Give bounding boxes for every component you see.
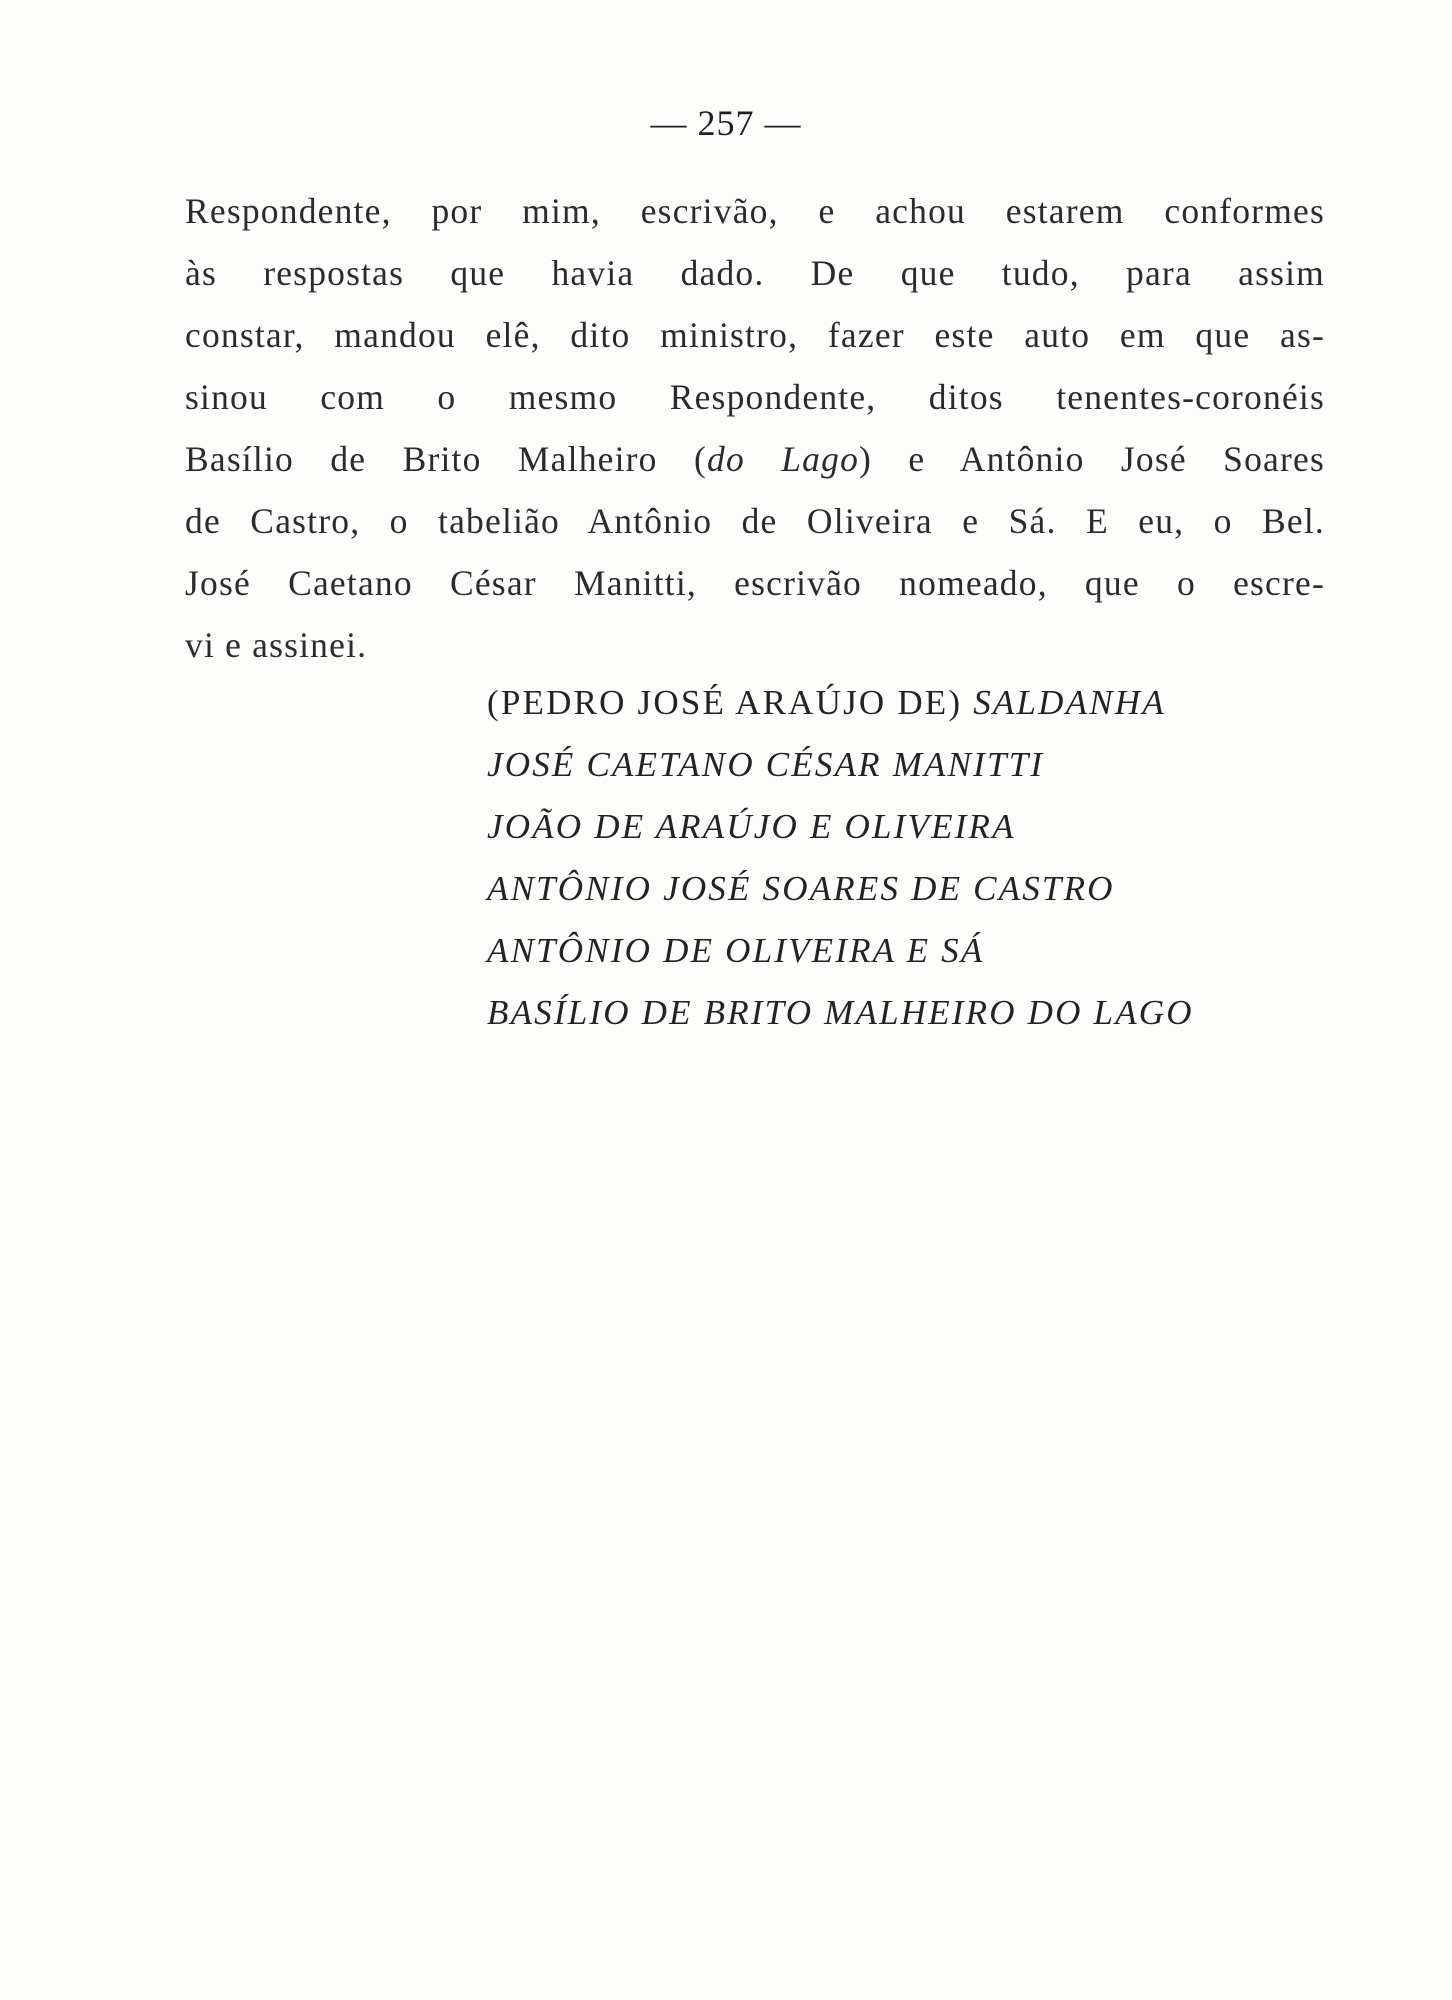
text-line: vi e assinei. bbox=[185, 625, 368, 665]
signature-line bbox=[487, 672, 1347, 734]
body-paragraph bbox=[185, 180, 1325, 676]
page-number: — 257 — bbox=[650, 103, 802, 143]
signature-line: ANTÔNIO DE OLIVEIRA E SÁ bbox=[487, 931, 985, 970]
text-segment: Basílio de Brito Malheiro ( bbox=[185, 439, 707, 479]
italic-segment: do Lago bbox=[707, 439, 860, 479]
text-line bbox=[185, 428, 1325, 490]
signature-line: JOSÉ CAETANO CÉSAR MANITTI bbox=[487, 745, 1045, 784]
signature-line: JOÃO DE ARAÚJO E OLIVEIRA bbox=[487, 807, 1016, 846]
signature-block bbox=[487, 672, 1347, 1044]
signature-line: BASÍLIO DE BRITO MALHEIRO DO LAGO bbox=[487, 993, 1194, 1032]
text-line: sinou com o mesmo Respondente, ditos tenentes-coronéis bbox=[185, 377, 1325, 417]
text-line: Respondente, por mim, escrivão, e achou estarem conformes bbox=[185, 191, 1325, 231]
text-line: José Caetano César Manitti, escrivão nomeado, que o escre- bbox=[185, 563, 1325, 603]
text-line: às respostas que havia dado. De que tudo, para assim bbox=[185, 253, 1325, 293]
signature-name: SALDANHA bbox=[973, 683, 1166, 722]
text-line: de Castro, o tabelião Antônio de Oliveira e Sá. E eu, o Bel. bbox=[185, 501, 1325, 541]
signature-prefix: (PEDRO JOSÉ ARAÚJO DE) bbox=[487, 683, 963, 722]
signature-line: ANTÔNIO JOSÉ SOARES DE CASTRO bbox=[487, 869, 1115, 908]
text-line: constar, mandou elê, dito ministro, fazer este auto em que as- bbox=[185, 315, 1325, 355]
text-segment: ) e Antônio José Soares bbox=[859, 439, 1325, 479]
